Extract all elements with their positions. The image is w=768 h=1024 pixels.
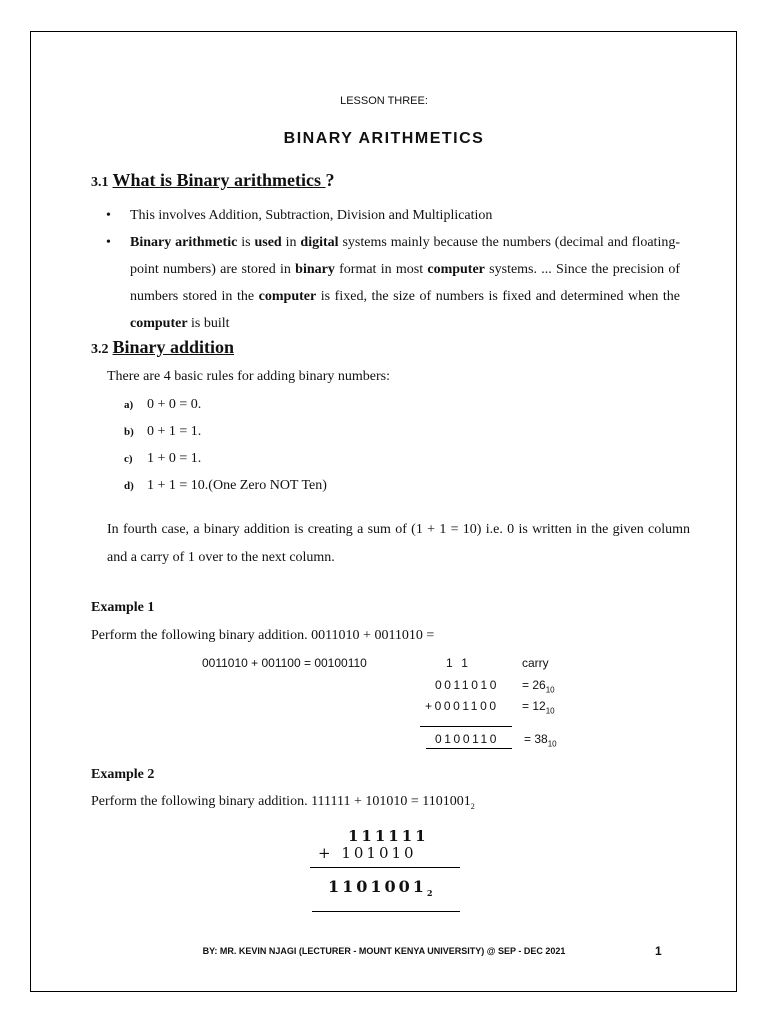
rule-text: 1 + 0 = 1. xyxy=(147,451,202,466)
example-2-addend-1: 111111 xyxy=(348,827,429,845)
lesson-label: LESSON THREE: xyxy=(340,95,428,107)
rule-item xyxy=(124,391,327,418)
example-2-sum-line xyxy=(310,867,460,868)
example-2-heading: Example 2 xyxy=(91,767,155,782)
decimal-value: = 12 xyxy=(522,699,546,713)
rule-label: b) xyxy=(124,426,134,438)
section-heading-3-1 xyxy=(91,170,335,191)
rule-item xyxy=(124,445,327,472)
carry-digits: 1 1 xyxy=(446,656,471,670)
addend-2-decimal xyxy=(522,699,555,715)
addition-rules-list xyxy=(124,391,327,499)
example-1-prompt: Perform the following binary addition. 0011010 + 0011010 = xyxy=(91,628,435,643)
page-number: 1 xyxy=(655,944,662,958)
bullet-bold-text: computer xyxy=(427,262,485,277)
bullet-bold-text: Binary arithmetic xyxy=(130,235,238,250)
rule-text: 0 + 0 = 0. xyxy=(147,397,202,412)
section-number: 3.2 xyxy=(91,342,109,357)
base-subscript: 2 xyxy=(426,888,436,899)
example-2-underline xyxy=(312,911,460,912)
section-number: 3.1 xyxy=(91,175,109,190)
decimal-base: 10 xyxy=(547,739,557,749)
bullet-bold-text: binary xyxy=(295,262,335,277)
base-subscript: 2 xyxy=(470,801,475,811)
rule-text: 1 + 1 = 10.(One Zero NOT Ten) xyxy=(147,478,327,493)
bullet-text: This involves Addition, Subtraction, Division and Multiplication xyxy=(130,208,493,223)
sum-underline xyxy=(426,748,512,749)
decimal-value: = 26 xyxy=(522,678,546,692)
addend-2: +0001100 xyxy=(425,699,499,713)
fourth-case-paragraph: In fourth case, a binary addition is creating a sum of (1 + 1 = 10) i.e. 0 is written in the given column and a carry of 1 over to the next column. xyxy=(107,522,690,565)
bullet-text: in xyxy=(281,235,301,250)
bullet-bold-text: computer xyxy=(258,289,317,304)
section-title: What is Binary arithmetics xyxy=(112,170,326,190)
example-2-result xyxy=(328,877,436,898)
bullet-item xyxy=(104,202,680,229)
decimal-value: = 38 xyxy=(524,732,548,746)
addend-1: 0011010 xyxy=(435,678,500,692)
section-heading-3-2 xyxy=(91,337,234,358)
bullet-item xyxy=(104,229,680,337)
bullet-text: systems mainly because the numbers (decimal and floating-point numbers) are stored in xyxy=(130,235,681,277)
rule-label: a) xyxy=(124,399,134,411)
result-value: 1101001 xyxy=(328,877,427,896)
sum-line xyxy=(420,726,512,727)
bullet-bold-text: digital xyxy=(300,235,339,250)
bullet-bold-text: used xyxy=(254,235,282,250)
sum-result: 0100110 xyxy=(435,732,500,746)
carry-label: carry xyxy=(522,656,549,670)
addend-1-decimal xyxy=(522,678,555,694)
section-title-suffix: ? xyxy=(325,170,335,190)
example-1-heading: Example 1 xyxy=(91,600,155,615)
section-title: Binary addition xyxy=(112,337,235,357)
rule-label: d) xyxy=(124,480,134,492)
example-1-inline-sum: 0011010 + 001100 = 00100110 xyxy=(202,656,367,670)
example-2-addend-2: + 101010 xyxy=(318,844,417,862)
footer-credit: BY: MR. KEVIN NJAGI (LECTURER - MOUNT KENYA UNIVERSITY) @ SEP - DEC 2021 xyxy=(202,946,566,956)
rule-item xyxy=(124,472,327,499)
bullet-text: is fixed, the size of numbers is fixed and determined when the xyxy=(316,289,680,304)
decimal-base: 10 xyxy=(545,685,555,695)
decimal-base: 10 xyxy=(545,706,555,716)
bullet-text: systems. ... Since the precision of numbers stored in the xyxy=(130,262,681,304)
bullet-text: format in most xyxy=(334,262,428,277)
bullet-bold-text: computer xyxy=(130,316,188,331)
rule-label: c) xyxy=(124,453,133,465)
bullet-text: is xyxy=(237,235,255,250)
example-2-prompt xyxy=(91,794,475,811)
definition-list xyxy=(104,202,680,337)
bullet-text: is built xyxy=(187,316,230,331)
rule-item xyxy=(124,418,327,445)
page-title: BINARY ARITHMETICS xyxy=(283,130,485,147)
rule-text: 0 + 1 = 1. xyxy=(147,424,202,439)
prompt-text: Perform the following binary addition. 111111 + 101010 = 1101001 xyxy=(91,794,471,809)
rules-intro: There are 4 basic rules for adding binary numbers: xyxy=(107,369,391,384)
sum-decimal xyxy=(524,732,557,748)
